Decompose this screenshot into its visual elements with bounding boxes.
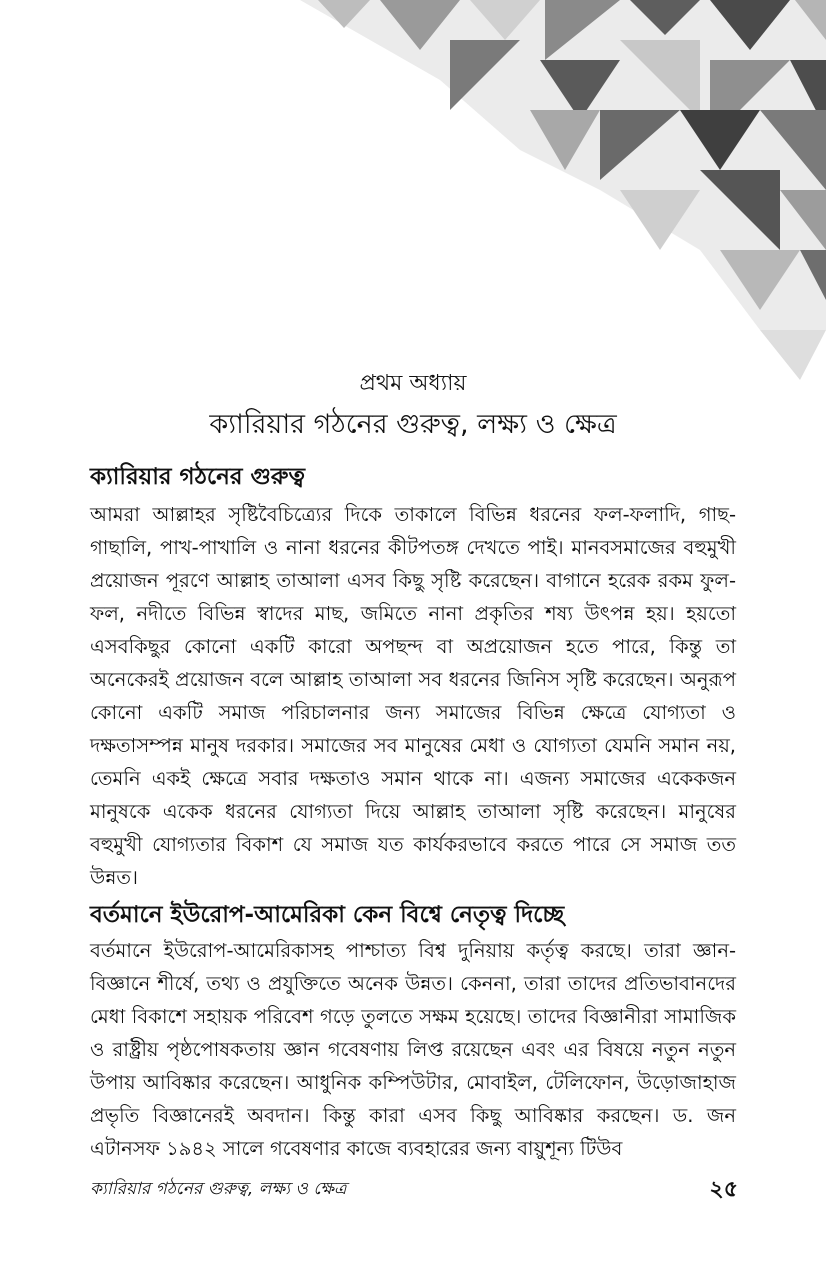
section-heading-career-importance: ক্যারিয়ার গঠনের গুরুত্ব bbox=[90, 464, 305, 490]
section-heading-europe-america: বর্তমানে ইউরোপ-আমেরিকা কেন বিশ্বে নেতৃত্ব দিচ্ছে bbox=[90, 902, 565, 928]
page-number: ২৫ bbox=[709, 1177, 738, 1202]
footer-running-title: ক্যারিয়ার গঠনের গুরুত্ব, লক্ষ্য ও ক্ষেত্র bbox=[90, 1179, 347, 1199]
chapter-title: ক্যারিয়ার গঠনের গুরুত্ব, লক্ষ্য ও ক্ষেত্র bbox=[209, 409, 617, 440]
geometric-triangles-decoration bbox=[0, 0, 826, 400]
section-paragraph-europe-america: বর্তমানে ইউরোপ-আমেরিকাসহ পাশ্চাত্য বিশ্ব দুনিয়ায় কর্তৃত্ব করছে। তারা জ্ঞান-বিজ্ঞানে শীর্ষে, তথ্য ও প্রযুক্তিতে অনেক উন্নত। কেননা, তারা তাদের প্রতিভাবানদের মেধা বিকাশে সহায়ক পরিবেশ গড়ে তুলতে সক্ষম হয়েছে। তাদের বিজ্ঞানীরা সামাজিক ও রাষ্ট্রীয় পৃষ্ঠপোষকতায় জ্ঞান গবেষণায় লিপ্ত রয়েছেন এবং এর বিষয়ে নতুন নতুন উপায় আবিষ্কার করেছেন। আধুনিক কম্পিউটার, মোবাইল, টেলিফোন, উড়োজাহাজ প্রভৃতি বিজ্ঞানেরই অবদান। কিন্তু কারা এসব কিছু আবিষ্কার করছেন। ড. জন এটানসফ ১৯৪২ সালে গবেষণার কাজে ব্যবহারের জন্য বায়ুশূন্য টিউব bbox=[90, 939, 736, 1160]
section-paragraph-career-importance: আমরা আল্লাহর সৃষ্টিবৈচিত্র্যের দিকে তাকালে বিভিন্ন ধরনের ফল-ফলাদি, গাছ-গাছালি, পাখ-পাখালি ও নানা ধরনের কীটপতঙ্গ দেখতে পাই। মানবসমাজের বহুমুখী প্রয়োজন পূরণে আল্লাহ তাআলা এসব কিছু সৃষ্টি করেছেন। বাগানে হরেক রকম ফুল-ফল, নদীতে বিভিন্ন স্বাদের মাছ, জমিতে নানা প্রকৃতির শষ্য উৎপন্ন হয়। হয়তো এসবকিছুর কোনো একটি কারো অপছন্দ বা অপ্রয়োজন হতে পারে, কিন্তু তা অনেকেরই প্রয়োজন বলে আল্লাহ তাআলা সব ধরনের জিনিস সৃষ্টি করেছেন। অনুরূপ কোনো একটি সমাজ পরিচালনার জন্য সমাজের বিভিন্ন ক্ষেত্রে যোগ্যতা ও দক্ষতাসম্পন্ন মানুষ দরকার। সমাজের সব মানুষের মেধা ও যোগ্যতা যেমনি সমান নয়, তেমনি একই ক্ষেত্রে সবার দক্ষতাও সমান থাকে না। এজন্য সমাজের একেকজন মানুষকে একেক ধরনের যোগ্যতা দিয়ে আল্লাহ তাআলা সৃষ্টি করেছেন। মানুষের বহুমুখী যোগ্যতার বিকাশ যে সমাজ যত কার্যকরভাবে করতে পারে সে সমাজ তত উন্নত। bbox=[90, 503, 736, 889]
chapter-label: প্রথম অধ্যায় bbox=[359, 371, 467, 396]
